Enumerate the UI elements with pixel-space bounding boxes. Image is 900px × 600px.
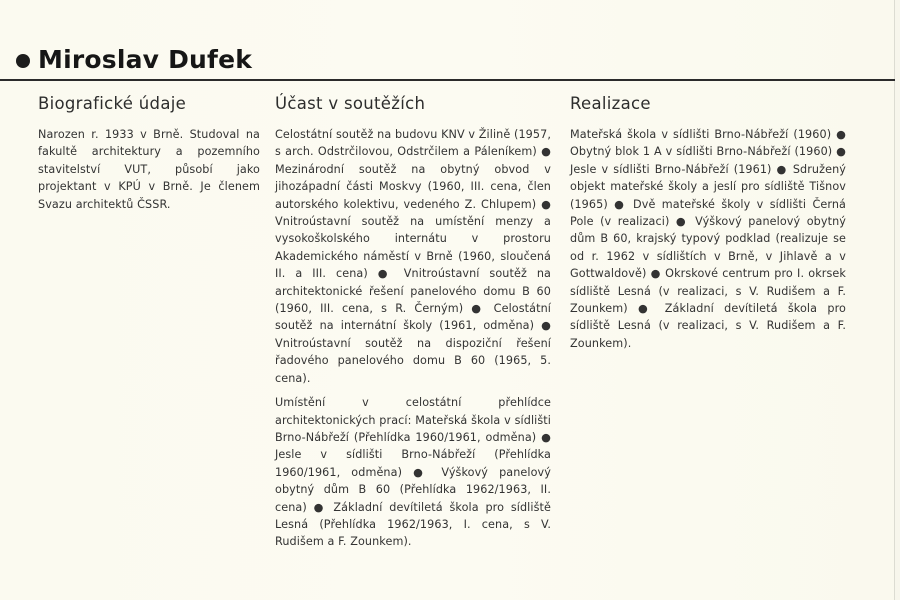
section-heading-realizations: Realizace [570,94,651,113]
header-divider [0,79,895,81]
page-title: Miroslav Dufek [38,45,253,74]
biography-text: Narozen r. 1933 v Brně. Studoval na fakultě architektury a pozemního stavitelství VUT, působí jako projektant v KPÚ v Brně. Je členem Svazu architektů ČSSR. [38,128,260,211]
column-competitions [275,92,551,551]
section-heading-competitions: Účast v soutěžích [275,94,426,113]
column-biography [38,92,260,213]
page-fold-line [894,0,895,600]
title-row [16,44,252,76]
page-edge-shade [895,0,900,600]
column-realizations [570,92,846,352]
bullet-icon [16,54,30,68]
realizations-text: Mateřská škola v sídlišti Brno-Nábřeží (1960) ● Obytný blok 1 A v sídlišti Brno-Nábřeží (1960) ● Jesle v sídlišti Brno-Nábřeží (1961) ● Sdružený objekt mateřské školy a jeslí pro sídliště Tišnov (1965) ● Dvě mateřské školy v sídlišti Černá Pole (v realizaci) ● Výškový panelový obytný dům B 60, krajský typový podklad (realizuje se od r. 1962 v sídlištích v Brně, v Jihlavě a v Gottwaldově) ● Okrskové centrum pro I. okrsek sídliště Lesná (v realizaci, s V. Rudišem a F. Zounkem) ● Základní devítiletá škola pro sídliště Lesná (v realizaci, s V. Rudišem a F. Zounkem). [570,128,846,350]
section-heading-biography: Biografické údaje [38,94,187,113]
competitions-text: Celostátní soutěž na budovu KNV v Žilině (1957, s arch. Odstrčilovou, Odstrčilem a Páleníkem) ● Mezinárodní soutěž na obytný obvod v jihozápadní části Moskvy (1960, III. cena, člen autorského kolektivu, vedeného Z. Chlupem) ● Vnitroústavní soutěž na umístění menzy a vysokoškolského internátu v prostoru Akademického náměstí v Brně (1960, sloučená II. a III. cena) ● Vnitroústavní soutěž na architektonické řešení panelového domu B 60 (1960, III. cena, s R. Černým) ● Celostátní soutěž na internátní školy (1961, odměna) ● Vnitroústavní soutěž na dispoziční řešení řadového panelového domu B 60 (1965, 5. cena). [275,128,551,385]
exhibitions-text: Umístění v celostátní přehlídce architektonických prací: Mateřská škola v sídlišti Brno-Nábřeží (Přehlídka 1960/1961, odměna) ● Jesle v sídlišti Brno-Nábřeží (Přehlídka 1960/1961, odměna) ● Výškový panelový obytný dům B 60 (Přehlídka 1962/1963, II. cena) ● Základní devítiletá škola pro sídliště Lesná (Přehlídka 1962/1963, I. cena, s V. Rudišem a F. Zounkem). [275,396,551,549]
